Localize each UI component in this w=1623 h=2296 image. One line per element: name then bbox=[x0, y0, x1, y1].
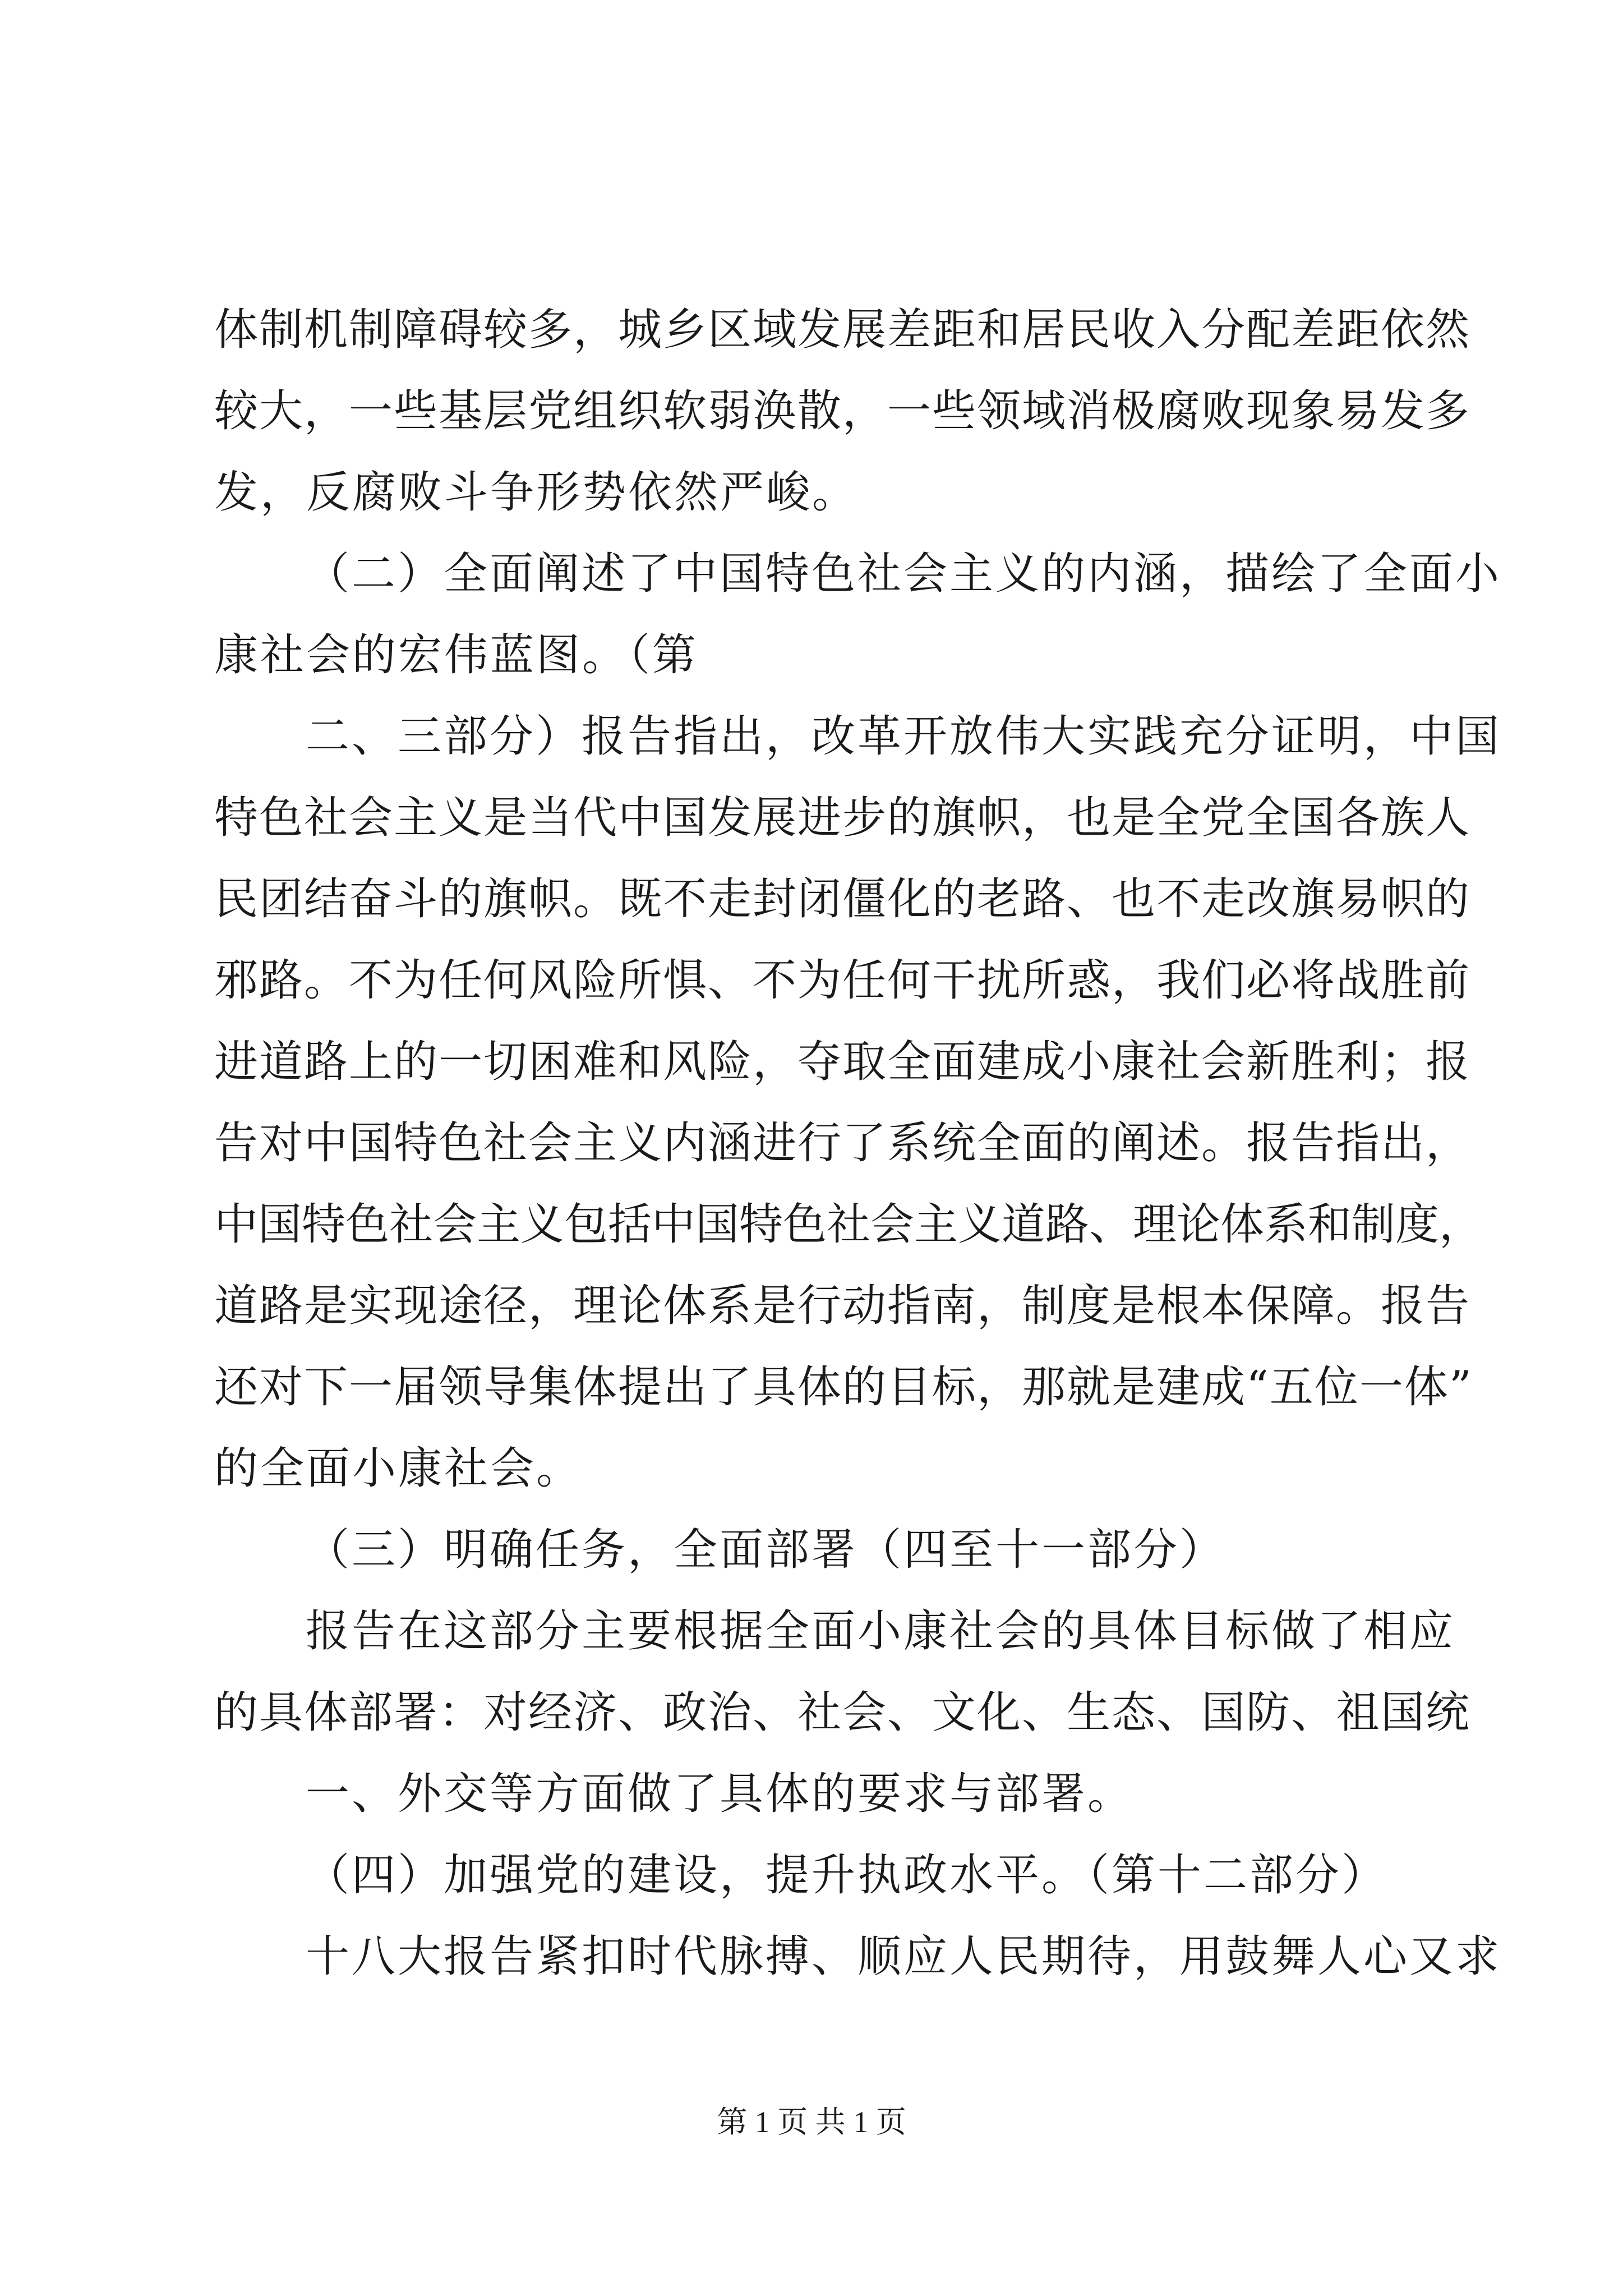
text-line: 的全面小康社会。 bbox=[214, 1443, 583, 1494]
text-line: 报告在这部分主要根据全面小康社会的具体目标做了相应 bbox=[306, 1606, 1456, 1657]
text-line: 一、外交等方面做了具体的要求与部署。 bbox=[306, 1769, 1134, 1819]
text-line: （三）明确任务，全面部署（四至十一部分） bbox=[306, 1525, 1226, 1575]
text-line: 中国特色社会主义包括中国特色社会主义道路、理论体系和制度， bbox=[214, 1199, 1483, 1250]
text-line: （二）全面阐述了中国特色社会主义的内涵，描绘了全面小 bbox=[306, 549, 1502, 599]
text-line: 二、三部分）报告指出，改革开放伟大实践充分证明，中国 bbox=[306, 711, 1502, 762]
text-line: 民团结奋斗的旗帜。既不走封闭僵化的老路、也不走改旗易帜的 bbox=[214, 874, 1471, 924]
text-line: 康社会的宏伟蓝图。（第 bbox=[214, 630, 699, 680]
text-line: 进道路上的一切困难和风险，夺取全面建成小康社会新胜利；报 bbox=[214, 1037, 1471, 1087]
text-line: 告对中国特色社会主义内涵进行了系统全面的阐述。报告指出， bbox=[214, 1118, 1471, 1168]
text-line: 发，反腐败斗争形势依然严峻。 bbox=[214, 467, 859, 518]
text-line: 较大，一些基层党组织软弱涣散，一些领域消极腐败现象易发多 bbox=[214, 386, 1471, 436]
text-line: 十八大报告紧扣时代脉搏、顺应人民期待，用鼓舞人心又求 bbox=[306, 1931, 1502, 1982]
text-line: 邪路。不为任何风险所惧、不为任何干扰所惑，我们必将战胜前 bbox=[214, 955, 1471, 1006]
text-line: 体制机制障碍较多，城乡区域发展差距和居民收入分配差距依然 bbox=[214, 305, 1471, 355]
text-line: 的具体部署：对经济、政治、社会、文化、生态、国防、祖国统 bbox=[214, 1687, 1471, 1738]
text-line: 特色社会主义是当代中国发展进步的旗帜，也是全党全国各族人 bbox=[214, 793, 1471, 843]
text-line: 道路是实现途径，理论体系是行动指南，制度是根本保障。报告 bbox=[214, 1281, 1471, 1331]
page-footer: 第 1 页 共 1 页 bbox=[717, 2105, 906, 2139]
text-line: （四）加强党的建设，提升执政水平。（第十二部分） bbox=[306, 1850, 1388, 1901]
text-line: 还对下一届领导集体提出了具体的目标，那就是建成“五位一体” bbox=[214, 1362, 1473, 1412]
